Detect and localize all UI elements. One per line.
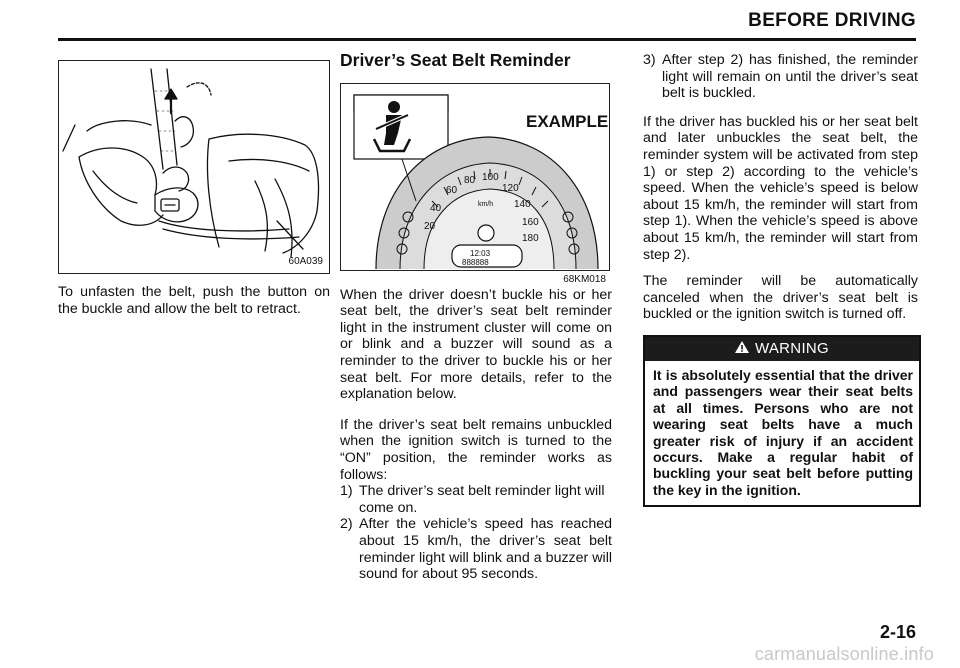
left-column — [58, 60, 330, 317]
paragraph: When the driver doesn’t buckle his or her seat belt, the driver’s seat belt reminder light in the instrument cluster will come on or blink and a buzzer will sound as a reminder to the driver to buckle his or her seat belt. For more details, refer to the explanation below. — [340, 286, 612, 403]
reminder-steps-list — [340, 483, 612, 583]
warning-title: WARNING — [754, 339, 830, 357]
belt-unfasten-figure — [58, 60, 330, 274]
section-heading: Driver’s Seat Belt Reminder — [340, 50, 571, 70]
figure-code: 68KM018 — [563, 273, 606, 285]
speed-label: 60 — [446, 184, 458, 196]
lcd-odometer: 888888 — [462, 257, 489, 267]
figure-caption: To unfasten the belt, push the button on the buckle and allow the belt to retract. — [58, 284, 330, 317]
list-item-text: After the vehicle’s speed has reached about 15 km/h, the driver’s seat belt reminder light will blink and a buzzer will sound for about 95 seconds. — [359, 516, 612, 583]
paragraph: The reminder will be automatically canceled when the driver’s seat belt is buckled or the ignition switch is turned off. — [643, 273, 918, 323]
header-rule — [58, 38, 916, 41]
warning-box — [643, 335, 921, 507]
paragraph: If the driver’s seat belt remains unbuckled when the ignition switch is turned to the “ON” position, the reminder works as follows: — [340, 416, 612, 483]
list-item — [340, 483, 612, 516]
speed-label: 120 — [502, 182, 519, 194]
middle-column — [340, 52, 612, 583]
speed-unit: km/h — [478, 200, 494, 208]
list-item-number: 1) — [340, 483, 353, 500]
page-number: 2-16 — [879, 622, 916, 642]
speed-label: 180 — [522, 232, 539, 244]
figure-code: 60A039 — [288, 256, 323, 268]
seatbelt-reminder-icon — [364, 99, 420, 155]
speed-label: 80 — [464, 174, 476, 186]
list-item-number: 3) — [643, 52, 656, 68]
list-item — [643, 52, 918, 102]
list-item-text: After step 2) has finished, the reminder light will remain on until the driver’s seat belt is buckled. — [662, 52, 918, 102]
warning-header — [645, 337, 919, 361]
warning-triangle-icon — [735, 337, 749, 361]
instrument-cluster-figure — [340, 83, 610, 287]
lcd-clock: 12:03 — [470, 248, 491, 258]
warning-text: It is absolutely essential that the driver and passengers wear their seat belts at all times. Persons who are not wearing seat belts have a much greater risk of injury if an accident occurs. Make a regular habit of buckling your seat belt before putting the key in the ignition. — [653, 366, 913, 498]
speed-label: 20 — [424, 220, 436, 232]
belt-unfasten-illustration — [59, 61, 329, 273]
list-item-text: The driver’s seat belt reminder light will come on. — [359, 483, 605, 516]
section-title: BEFORE DRIVING — [748, 10, 916, 31]
paragraph: If the driver has buckled his or her seat belt and later unbuckles the seat belt, the reminder system will be activated from step 1) or step 2) according to the vehicle’s speed. When the vehicle’s speed is below about 15 km/h, the reminder will start from step 1). When the vehicle’s speed is above about 15 km/h, the reminder will start from step 2). — [643, 113, 918, 263]
right-column — [643, 52, 918, 507]
watermark: carmanualsonline.info — [754, 644, 934, 664]
example-badge: EXAMPLE — [526, 111, 609, 131]
speed-label: 140 — [514, 198, 531, 210]
reminder-steps-list-continued — [643, 52, 918, 102]
speed-label: 40 — [430, 202, 442, 214]
speed-label: 100 — [482, 171, 499, 183]
speed-label: 160 — [522, 216, 539, 228]
list-item-number: 2) — [340, 516, 353, 533]
list-item — [340, 516, 612, 582]
